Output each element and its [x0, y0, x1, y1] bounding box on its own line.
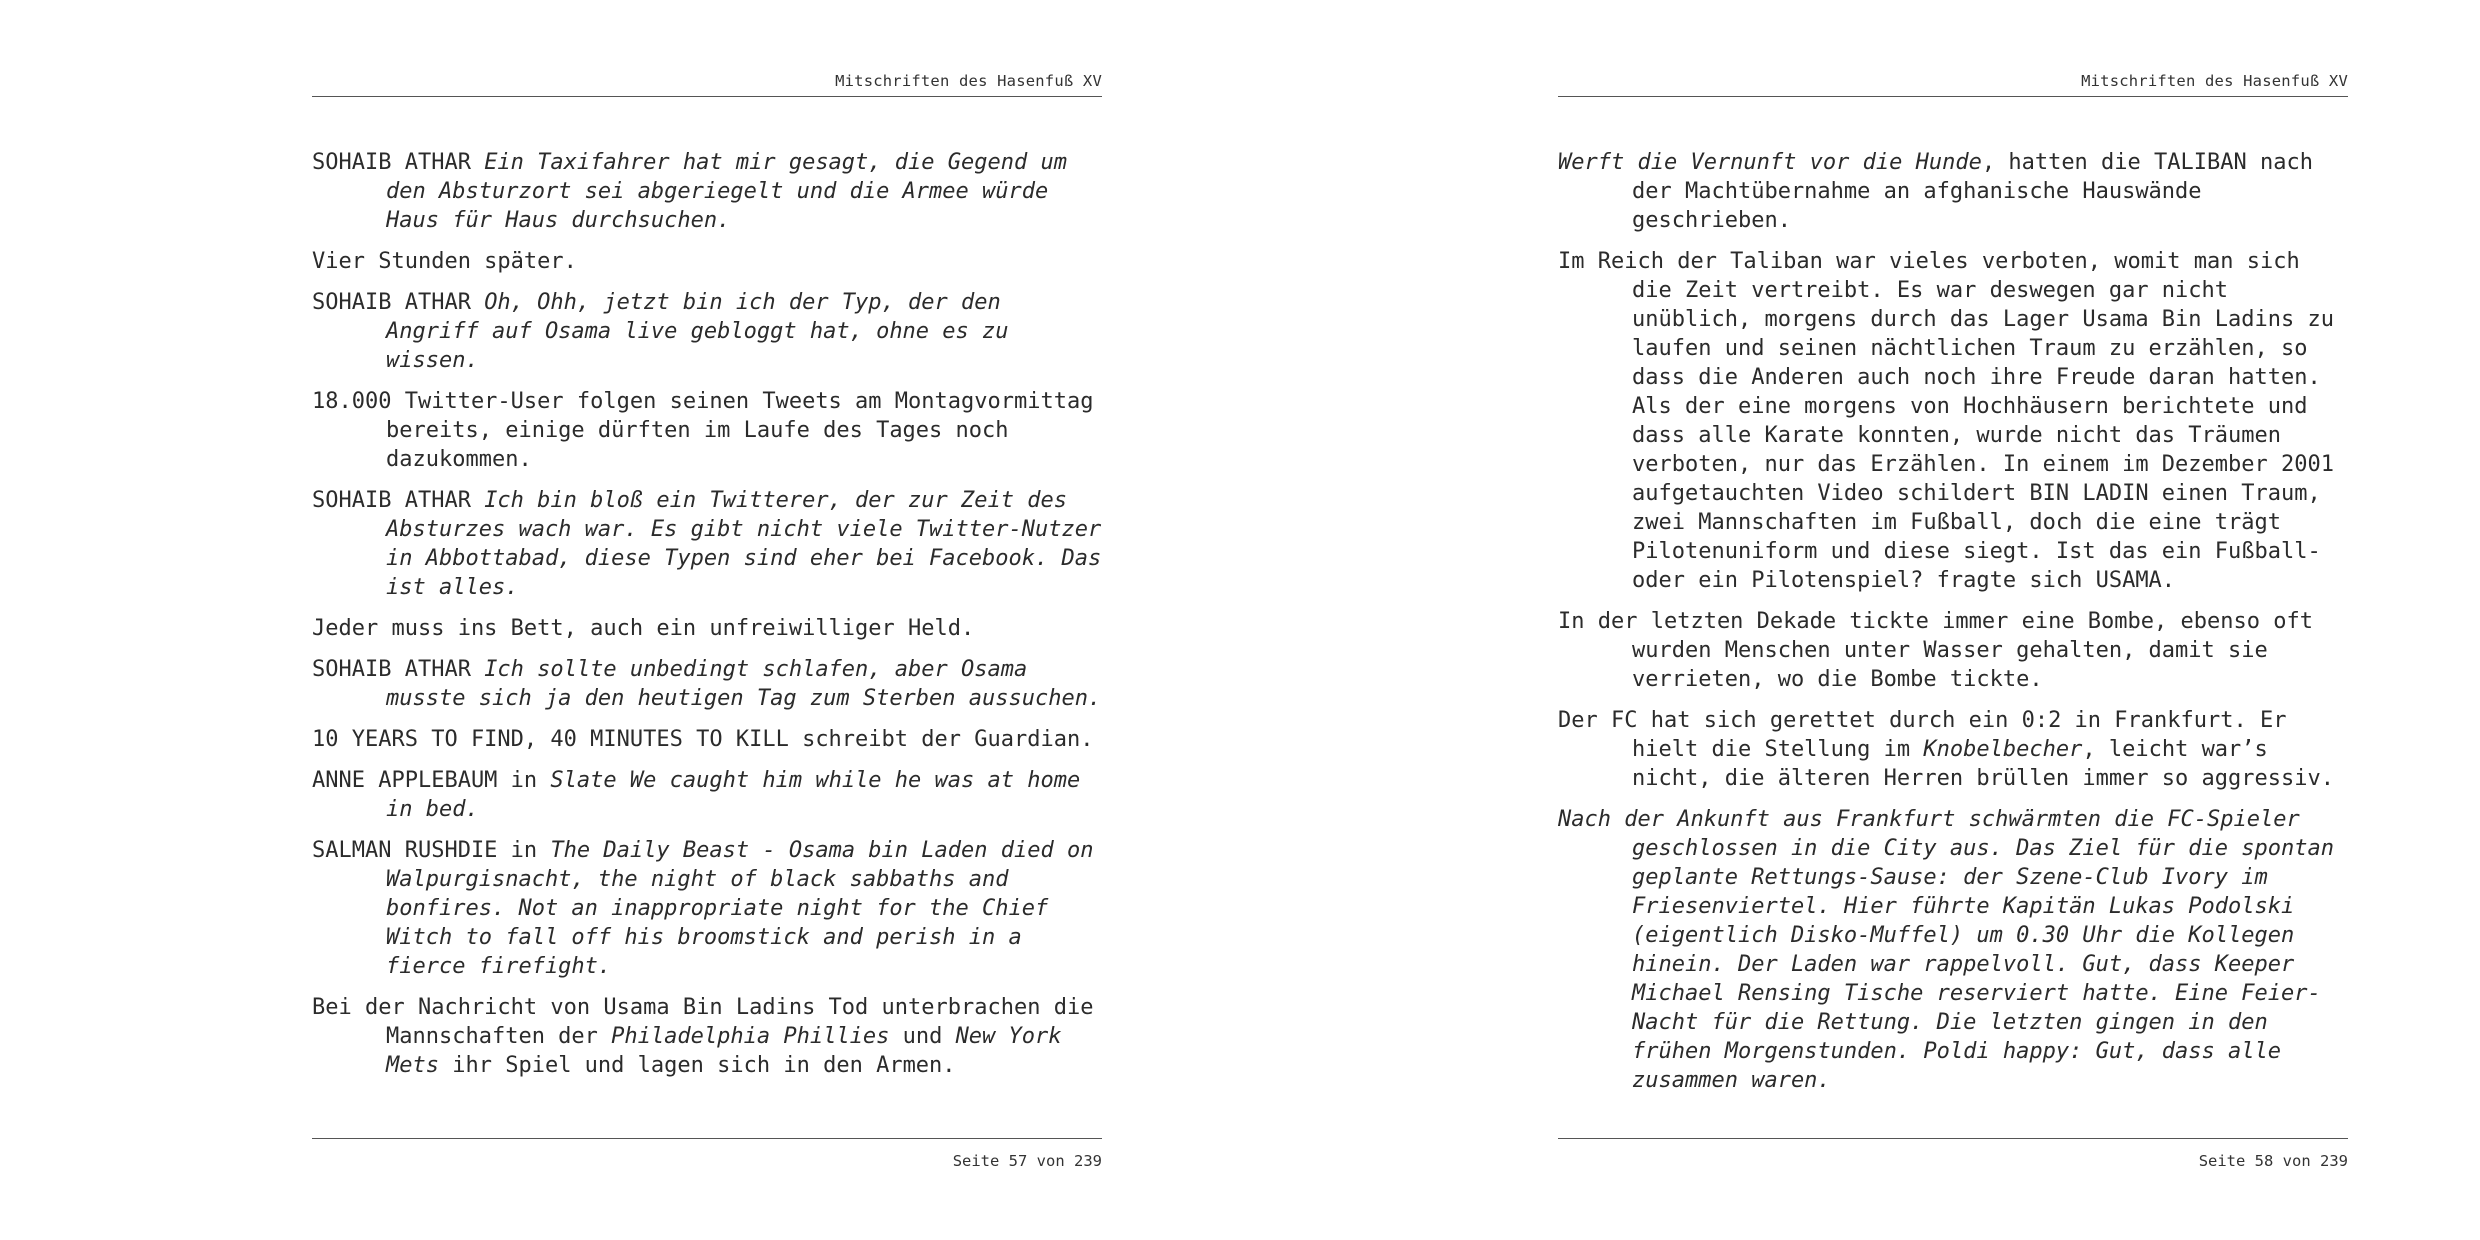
text-segment: und	[889, 1024, 956, 1049]
italic-text: Nach der Ankunft aus Frankfurt schwärmten die FC-Spieler geschlossen in die City aus. Das Ziel für die spontan geplante Rettungs-Sause: der Szene-Club Ivory im Friesenviertel. Hier führte Kapitän Lukas Podolski (eigentlich Disko-Muffel) um 0.30 Uhr die Kollegen hinein. Der Laden war rappelvoll. Gut, dass Keeper Michael Rensing Tische reserviert hatte. Eine Feier-Nacht für die Rettung. Die letzten gingen in den frühen Morgenstunden. Poldi happy: Gut, dass alle zusammen waren.	[1558, 807, 2334, 1093]
page-header: Mitschriften des Hasenfuß XV	[835, 72, 1102, 90]
italic-text: Ich sollte unbedingt schlafen, aber Osama musste sich ja den heutigen Tag zum Sterben aussuchen.	[386, 657, 1102, 711]
paragraph	[312, 148, 1102, 235]
text-segment: Der FC hat sich gerettet durch ein 0:2 in Frankfurt. Er hielt die Stellung im	[1558, 708, 2287, 762]
text-segment: 10 YEARS TO FIND, 40 MINUTES TO KILL schreibt der Guardian.	[312, 727, 1094, 752]
page-number: Seite 57 von 239	[952, 1152, 1102, 1170]
footer-rule	[1558, 1138, 2348, 1139]
paragraph	[312, 247, 1102, 276]
page-left	[312, 0, 1102, 1240]
text-segment: ihr Spiel und lagen sich in den Armen.	[438, 1053, 956, 1078]
paragraph	[1558, 247, 2348, 595]
header-rule	[1558, 96, 2348, 97]
page-body	[1558, 148, 2348, 1107]
page-body	[312, 148, 1102, 1092]
text-segment: ANNE APPLEBAUM in	[312, 768, 551, 793]
italic-text: The Daily Beast - Osama bin Laden died on Walpurgisnacht, the night of black sabbaths and bonfires. Not an inappropriate night for the Chief Witch to fall off his broomstick and perish in a fierce firefight.	[386, 838, 1094, 979]
paragraph	[1558, 148, 2348, 235]
header-rule	[312, 96, 1102, 97]
page-right	[1558, 0, 2348, 1240]
text-segment: , hatten die TALIBAN nach der Machtübernahme an afghanische Hauswände geschrieben.	[1632, 150, 2313, 233]
paragraph	[312, 836, 1102, 981]
italic-text: Ein Taxifahrer hat mir gesagt, die Gegend um den Absturzort sei abgeriegelt und die Armee würde Haus für Haus durchsuchen.	[386, 150, 1067, 233]
footer-rule	[312, 1138, 1102, 1139]
paragraph	[1558, 607, 2348, 694]
text-segment: SALMAN RUSHDIE in	[312, 838, 551, 863]
text-segment: Jeder muss ins Bett, auch ein unfreiwilliger Held.	[312, 616, 975, 641]
text-segment: , leicht war’s nicht, die älteren Herren brüllen immer so aggressiv.	[1632, 737, 2334, 791]
page-number: Seite 58 von 239	[2198, 1152, 2348, 1170]
paragraph	[312, 725, 1102, 754]
paragraph	[1558, 706, 2348, 793]
paragraph	[312, 655, 1102, 713]
text-segment: SOHAIB ATHAR	[312, 657, 485, 682]
italic-text: Oh, Ohh, jetzt bin ich der Typ, der den Angriff auf Osama live gebloggt hat, ohne es zu wissen.	[386, 290, 1009, 373]
text-segment: SOHAIB ATHAR	[312, 290, 485, 315]
paragraph	[312, 993, 1102, 1080]
text-segment: Bei der Nachricht von Usama Bin Ladins Tod unterbrachen die Mannschaften der	[312, 995, 1094, 1049]
text-segment: In der letzten Dekade tickte immer eine Bombe, ebenso oft wurden Menschen unter Wasser gehalten, damit sie verrieten, wo die Bombe tickte.	[1558, 609, 2313, 692]
paragraph	[312, 766, 1102, 824]
paragraph	[312, 288, 1102, 375]
text-segment: Im Reich der Taliban war vieles verboten, womit man sich die Zeit vertreibt. Es war deswegen gar nicht unüblich, morgens durch das Lager Usama Bin Ladins zu laufen und seinen nächtlichen Traum zu erzählen, so dass die Anderen auch noch ihre Freude daran hatten. Als der eine morgens von Hochhäusern berichtete und dass alle Karate konnten, wurde nicht das Träumen verboten, nur das Erzählen. In einem im Dezember 2001 aufgetauchten Video schildert BIN LADIN einen Traum, zwei Mannschaften im Fußball, doch die eine trägt Pilotenuniform und diese siegt. Ist das ein Fußball- oder ein Pilotenspiel? fragte sich USAMA.	[1558, 249, 2334, 593]
italic-text: Knobelbecher	[1923, 737, 2083, 762]
paragraph	[312, 387, 1102, 474]
italic-text: Werft die Vernunft vor die Hunde	[1558, 150, 1982, 175]
paragraph	[312, 614, 1102, 643]
text-segment: SOHAIB ATHAR	[312, 488, 485, 513]
italic-text: Philadelphia Phillies	[611, 1024, 890, 1049]
italic-text: Slate We caught him while he was at home in bed.	[386, 768, 1081, 822]
paragraph	[1558, 805, 2348, 1095]
text-segment: SOHAIB ATHAR	[312, 150, 485, 175]
paragraph	[312, 486, 1102, 602]
page-header: Mitschriften des Hasenfuß XV	[2081, 72, 2348, 90]
italic-text: New York Mets	[386, 1024, 1062, 1078]
italic-text: Ich bin bloß ein Twitterer, der zur Zeit des Absturzes wach war. Es gibt nicht viele Twitter-Nutzer in Abbottabad, diese Typen sind eher bei Facebook. Das ist alles.	[386, 488, 1102, 600]
text-segment: 18.000 Twitter-User folgen seinen Tweets am Montagvormittag bereits, einige dürften im Laufe des Tages noch dazukommen.	[312, 389, 1094, 472]
text-segment: Vier Stunden später.	[312, 249, 577, 274]
